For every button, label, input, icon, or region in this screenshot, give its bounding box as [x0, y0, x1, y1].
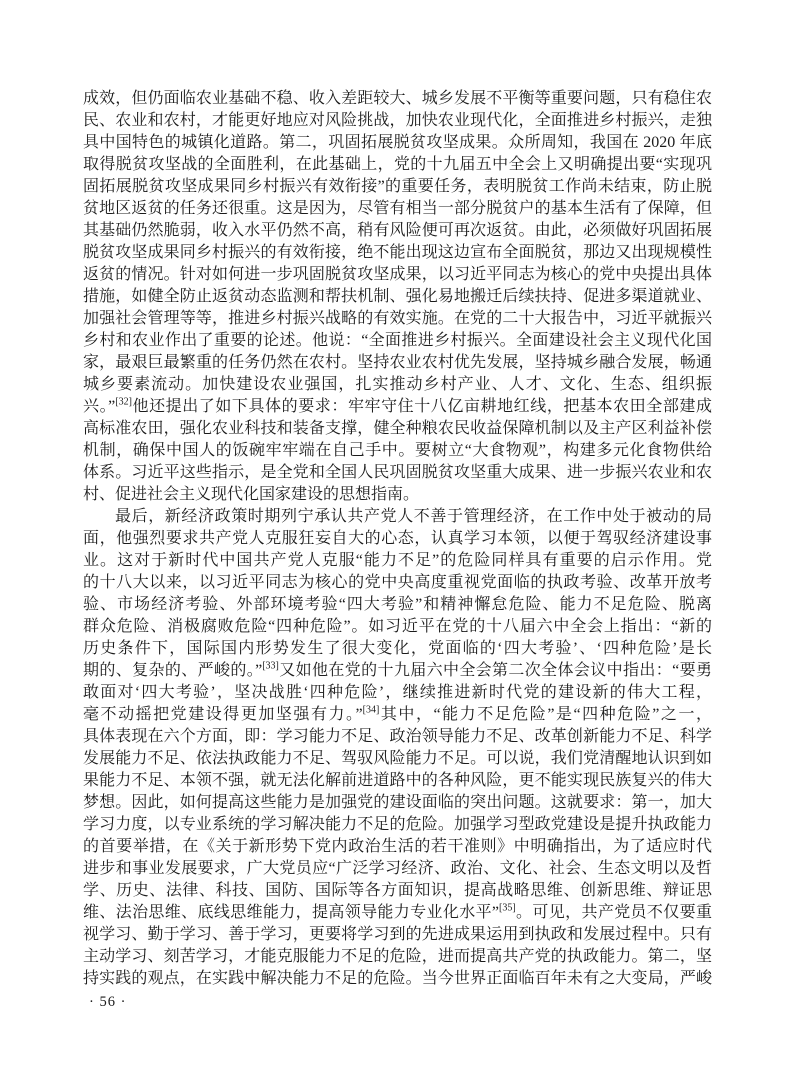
text-line: 具体表现在六个方面，即：学习能力不足、政治领导能力不足、改革创新能力不足、科学 — [83, 728, 712, 745]
text-line: 兴。”[32]他还提出了如下具体的要求：牢牢守住十八亿亩耕地红线，把基本农田全部建成 — [83, 396, 712, 415]
text-line: 毫不动摇把党建设得更加坚强有力。”[34]其中，“能力不足危险”是“四种危险”之一， — [83, 704, 712, 723]
footnote-reference: [35] — [499, 902, 516, 914]
text-line: 其基础仍然脆弱，收入水平仍然不高，稍有风险便可再次返贫。由此，必须做好巩固拓展 — [83, 222, 712, 239]
text-line: 的十八大以来，以习近平同志为核心的党中央高度重视党面临的执政考验、改革开放考 — [83, 574, 712, 591]
text-line: 返贫的情况。针对如何进一步巩固脱贫攻坚成果，以习近平同志为核心的党中央提出具体 — [83, 266, 712, 283]
text-line: 学习力度，以专业系统的学习解决能力不足的危险。加强学习型政党建设是提升执政能力 — [83, 816, 712, 833]
text-line: 高标准农田，强化农业科技和装备支撑，健全种粮农民收益保障机制以及主产区利益补偿 — [83, 420, 712, 437]
text-line: 视学习、勤于学习、善于学习，更要将学习到的先进成果运用到执政和发展过程中。只有 — [83, 926, 712, 943]
text-line: 村、促进社会主义现代化国家建设的思想指南。 — [83, 486, 420, 503]
footnote-reference: [32] — [115, 396, 132, 408]
text-line: 最后，新经济政策时期列宁承认共产党人不善于管理经济，在工作中处于被动的局 — [115, 508, 712, 525]
text-line: 面，他强烈要求共产党人克服狂妄自大的心态，认真学习本领，以便于驾驭经济建设事 — [83, 530, 712, 547]
text-line: 脱贫攻坚成果同乡村振兴的有效衔接，绝不能出现这边宣布全面脱贫，那边又出现规模性 — [83, 244, 712, 261]
text-line: 主动学习、刻苦学习，才能克服能力不足的危险，进而提高共产党的执政能力。第二，坚 — [83, 948, 712, 965]
text-line: 加强社会管理等等，推进乡村振兴战略的有效实施。在党的二十大报告中，习近平就振兴 — [83, 310, 712, 327]
text-line: 验、市场经济考验、外部环境考验“四大考验”和精神懈怠危险、能力不足危险、脱离 — [83, 596, 712, 613]
page-number: · 56 · — [89, 994, 127, 1010]
text-line: 乡村和农业作出了重要的论述。他说：“全面推进乡村振兴。全面建设社会主义现代化国 — [83, 332, 712, 349]
text-line: 体系。习近平这些指示，是全党和全国人民巩固脱贫攻坚重大成果、进一步振兴农业和农 — [83, 464, 712, 481]
text-line: 固拓展脱贫攻坚成果同乡村振兴有效衔接”的重要任务，表明脱贫工作尚未结束，防止脱 — [83, 178, 712, 195]
text-line: 进步和事业发展要求，广大党员应“广泛学习经济、政治、文化、社会、生态文明以及哲 — [83, 860, 712, 877]
text-line: 的首要举措，在《关于新形势下党内政治生活的若干准则》中明确指出，为了适应时代 — [83, 838, 712, 855]
text-line: 家，最艰巨最繁重的任务仍然在农村。坚持农业农村优先发展，坚持城乡融合发展，畅通 — [83, 354, 712, 371]
text-line: 群众危险、消极腐败危险“四种危险”。如习近平在党的十八届六中全会上指出：“新的 — [83, 618, 712, 635]
text-line: 成效，但仍面临农业基础不稳、收入差距较大、城乡发展不平衡等重要问题，只有稳住农 — [83, 90, 712, 107]
text-line: 果能力不足、本领不强，就无法化解前进道路中的各种风险，更不能实现民族复兴的伟大 — [83, 772, 712, 789]
text-line: 敢面对‘四大考验’，坚决战胜‘四种危险’，继续推进新时代党的建设新的伟大工程， — [83, 684, 712, 701]
text-line: 贫地区返贫的任务还很重。这是因为，尽管有相当一部分脱贫户的基本生活有了保障，但 — [83, 200, 712, 217]
text-line: 具中国特色的城镇化道路。第二，巩固拓展脱贫攻坚成果。众所周知，我国在 2020 年底 — [83, 134, 712, 151]
footnote-reference: [34] — [362, 704, 380, 716]
text-line: 历史条件下，国际国内形势发生了很大变化，党面临的‘四大考验’、‘四种危险’是长 — [83, 640, 712, 657]
text-line: 业。这对于新时代中国共产党人克服“能力不足”的危险同样具有重要的启示作用。党 — [83, 552, 712, 569]
text-line: 民、农业和农村，才能更好地应对风险挑战，加快农业现代化，全面推进乡村振兴，走独 — [83, 112, 712, 129]
footnote-reference: [33] — [262, 660, 279, 672]
text-line: 措施，如健全防止返贫动态监测和帮扶机制、强化易地搬迁后续扶持、促进多渠道就业、 — [83, 288, 712, 305]
text-line: 发展能力不足、依法执政能力不足、驾驭风险能力不足。可以说，我们党清醒地认识到如 — [83, 750, 712, 767]
text-line: 机制，确保中国人的饭碗牢牢端在自己手中。要树立“大食物观”，构建多元化食物供给 — [83, 442, 712, 459]
text-line: 期的、复杂的、严峻的。”[33]又如他在党的十九届六中全会第二次全体会议中指出：“要勇 — [83, 660, 712, 679]
text-line: 学、历史、法律、科技、国防、国际等各方面知识，提高战略思维、创新思维、辩证思 — [83, 882, 712, 899]
text-line: 维、法治思维、底线思维能力，提高领导能力专业化水平”[35]。可见，共产党员不仅要重 — [83, 902, 712, 921]
body-text — [83, 88, 712, 990]
text-line: 城乡要素流动。加快建设农业强国，扎实推动乡村产业、人才、文化、生态、组织振 — [83, 376, 712, 393]
text-line: 梦想。因此，如何提高这些能力是加强党的建设面临的突出问题。这就要求：第一，加大 — [83, 794, 712, 811]
text-line: 持实践的观点，在实践中解决能力不足的危险。当今世界正面临百年未有之大变局，严峻 — [83, 970, 712, 987]
text-line: 取得脱贫攻坚战的全面胜利，在此基础上，党的十九届五中全会上又明确提出要“实现巩 — [83, 156, 712, 173]
